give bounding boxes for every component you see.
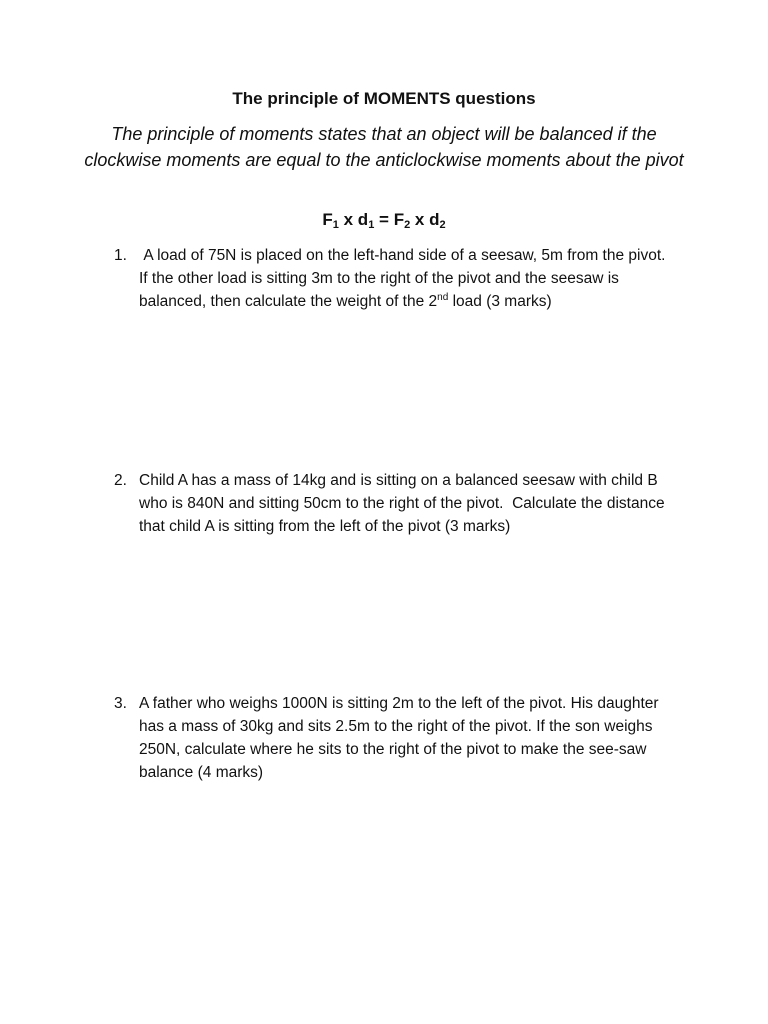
formula-d1: d [357,210,369,229]
formula-f2: F [393,210,405,229]
formula-times-2: x [410,210,430,229]
formula-times-1: x [338,210,358,229]
formula-d2: d [429,210,440,229]
formula-f1: F [322,210,333,229]
question-text-main: A load of 75N is placed on the left-hand side of a seesaw, 5m from the pivot. If the other load is sitting 3m to the right of the pivot and the seesaw is balanced, then calculate the weight of the 2 [139,247,675,310]
question-number: 1. [114,247,127,264]
question-number: 2. [114,472,127,489]
question-2 [114,469,674,538]
question-text-end: load (3 marks) [448,293,552,310]
question-text: A father who weighs 1000N is sitting 2m to the left of the pivot. His daughter has a mass of 30kg and sits 2.5m to the right of the pivot. If the son weighs 250N, calculate where he sits to the right of the pivot to make the see-saw balance (4 marks) [139,695,659,781]
ordinal-superscript: nd [437,292,449,303]
question-text: Child A has a mass of 14kg and is sitting on a balanced seesaw with child B who is 840N and sitting 50cm to the right of the pivot. Calculate the distance that child A is sitting from the left of the pivot (3 marks) [139,472,669,535]
formula-d1-subscript: 1 [368,219,375,231]
question-number: 3. [114,695,127,712]
question-3 [114,692,674,784]
question-text [139,244,674,313]
formula-f2-subscript: 2 [404,219,411,231]
question-1 [114,244,674,313]
page-title: The principle of MOMENTS questions [232,89,536,108]
moments-formula [0,210,768,230]
intro-paragraph: The principle of moments states that an object will be balanced if the clockwise moments are equal to the anticlockwise moments about the pivot [84,124,684,170]
formula-f1-subscript: 1 [332,219,339,231]
formula-equals: = [374,210,394,229]
formula-d2-subscript: 2 [439,219,446,231]
